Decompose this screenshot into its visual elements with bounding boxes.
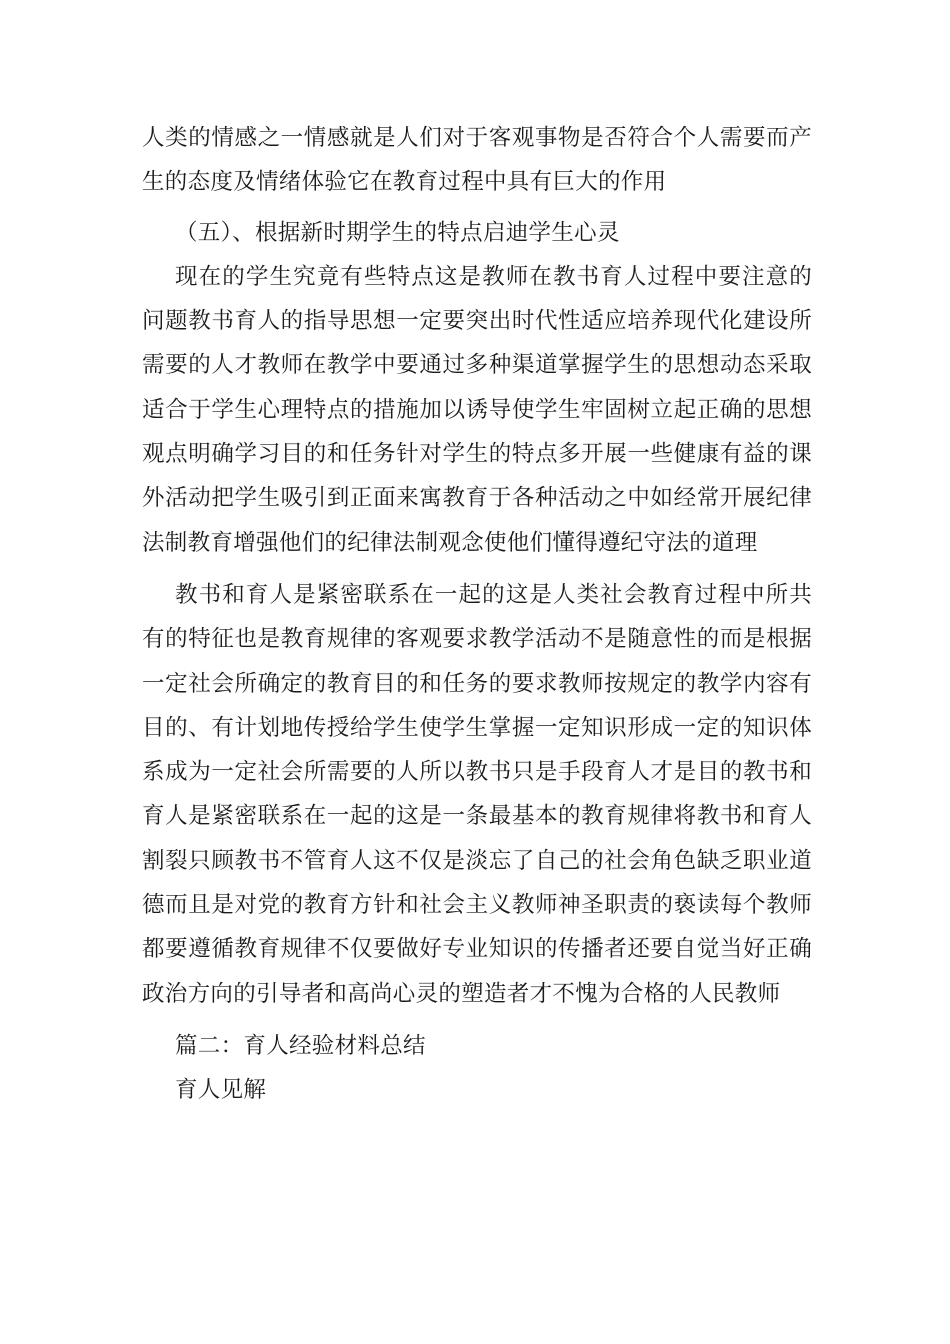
chapter-heading-part-two: 篇二：育人经验材料总结 <box>175 1032 426 1059</box>
paragraph-emotion: 人类的情感之一情感就是人们对于客观事物是否符合个人需要而产生的态度及情绪体验它在教育过程中具有巨大的作用 <box>142 125 812 196</box>
section-heading-five: （五）、根据新时期学生的特点启迪学生心灵 <box>175 219 620 246</box>
document-body <box>142 116 812 1113</box>
paragraph-teaching-and-educating: 教书和育人是紧密联系在一起的这是人类社会教育过程中所共有的特征也是教育规律的客观要求教学活动不是随意性的而是根据一定社会所确定的教育目的和任务的要求教师按规定的教学内容有目的、有计划地传授给学生使学生掌握一定知识形成一定的知识体系成为一定社会所需要的人所以教书只是手段育人才是目的教书和育人是紧密联系在一起的这是一条最基本的教育规律将教书和育人割裂只顾教书不管育人这不仅是淡忘了自己的社会角色缺乏职业道德而且是对党的教育方针和社会主义教师神圣职责的亵读每个教师都要遵循教育规律不仅要做好专业知识的传播者还要自觉当好正确政治方向的引导者和高尚心灵的塑造者才不愧为合格的人民教师 <box>142 581 812 1007</box>
paragraph-students-features: 现在的学生究竟有些特点这是教师在教书育人过程中要注意的问题教书育人的指导思想一定要突出时代性适应培养现代化建设所需要的人才教师在教学中要通过多种渠道掌握学生的思想动态采取适合于学生心理特点的措施加以诱导使学生牢固树立起正确的思想观点明确学习目的和任务针对学生的特点多开展一些健康有益的课外活动把学生吸引到正面来寓教育于各种活动之中如经常开展纪律法制教育增强他们的纪律法制观念使他们懂得遵纪守法的道理 <box>142 263 812 556</box>
subheading-educating-views: 育人见解 <box>175 1077 267 1104</box>
